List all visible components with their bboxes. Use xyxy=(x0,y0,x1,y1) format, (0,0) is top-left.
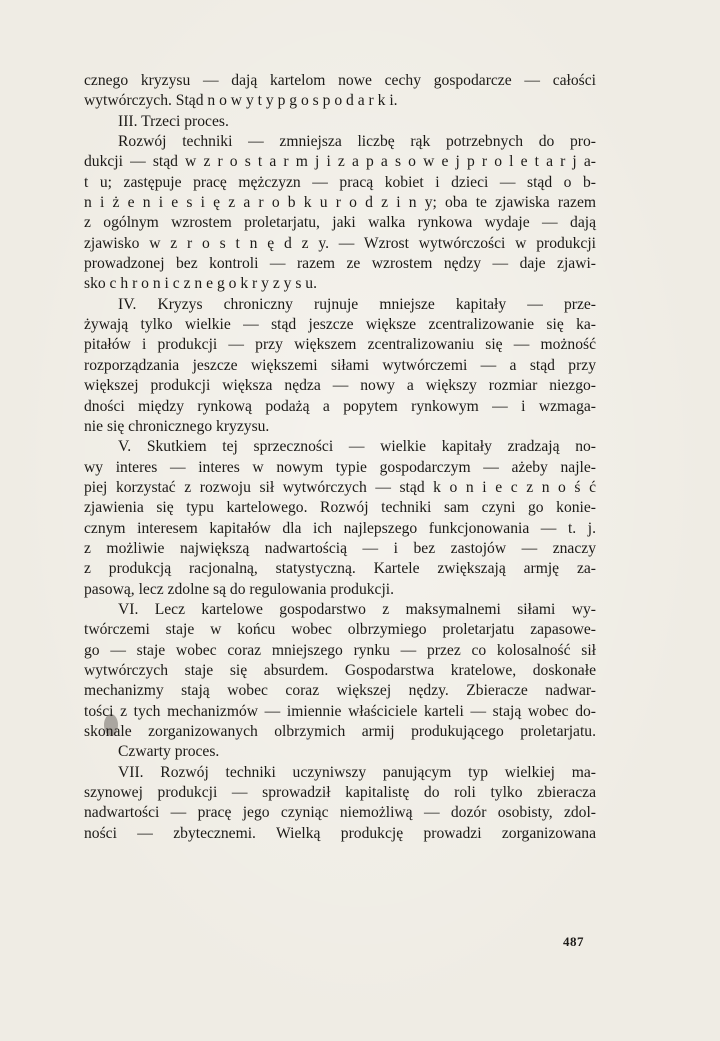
text-line: pitałów i produkcji — przy większem zcentralizowaniu się — możność xyxy=(84,336,596,354)
text-line: z produkcją racjonalną, statystyczną. Kartele zwiększają armję za- xyxy=(84,560,596,578)
text-line: V. Skutkiem tej sprzeczności — wielkie kapitały zradzają no- xyxy=(118,438,596,456)
text-line: Czwarty proces. xyxy=(118,743,220,761)
text-line: ności — zbytecznemi. Wielką produkcję prowadzi zorganizowana xyxy=(84,824,596,842)
text-line: III. Trzeci proces. xyxy=(118,112,229,130)
text-line: prowadzonej bez kontroli — razem ze wzrostem nędzy — daje zjawi- xyxy=(84,255,596,273)
text-line: wy interes — interes w nowym typie gospodarczym — ażeby najle- xyxy=(84,458,596,476)
text-line: piej korzystać z rozwoju sił wytwórczych — stąd k o n i e c z n o ś ć xyxy=(84,478,596,496)
text-line: dności między rynkową podażą a popytem rynkowym — i wzmaga- xyxy=(84,397,596,415)
text-line: sko c h r o n i c z n e g o k r y z y s u. xyxy=(84,275,317,293)
text-line: wytwórczych staje się absurdem. Gospodarstwa kratelowe, doskonałe xyxy=(84,661,596,679)
text-line: VI. Lecz kartelowe gospodarstwo z maksymalnemi siłami wy- xyxy=(118,600,596,618)
text-line: n i ż e n i e s i ę z a r o b k u r o d z i n y; oba te zjawiska razem xyxy=(84,194,596,212)
text-line: cznego kryzysu — dają kartelom nowe cechy gospodarcze — całości xyxy=(84,72,596,89)
text-line: nie się chronicznego kryzysu. xyxy=(84,417,270,435)
text-line: z możliwie największą nadwartością — i bez zastojów — znaczy xyxy=(84,539,596,557)
text-line: tości z tych mechanizmów — imiennie właściciele karteli — stają wobec do- xyxy=(84,702,596,720)
body-text xyxy=(84,71,596,844)
text-line: Rozwój techniki — zmniejsza liczbę rąk potrzebnych do pro- xyxy=(118,133,596,151)
text-line: cznym interesem kapitałów dla ich najlepszego funkcjonowania — t. j. xyxy=(84,519,596,537)
page-number: 487 xyxy=(563,934,584,949)
text-line: żywają tylko wielkie — stąd jeszcze większe zcentralizowanie się ka- xyxy=(84,316,596,334)
text-line: t u; zastępuje pracę mężczyzn — pracą kobiet i dzieci — stąd o b- xyxy=(84,173,596,191)
text-line: go — staje wobec coraz mniejszego rynku — przez co kolosalność sił xyxy=(84,641,596,659)
text-line: większej produkcji większa nędza — nowy a większy rozmiar niezgo- xyxy=(84,377,596,395)
text-line: VII. Rozwój techniki uczyniwszy panującym typ wielkiej ma- xyxy=(118,763,596,781)
text-line: zjawisko w z r o s t n ę d z y. — Wzrost wytwórczości w produkcji xyxy=(84,234,596,252)
text-line: nadwartości — pracę jego czyniąc niemożliwą — dozór osobisty, zdol- xyxy=(84,804,596,822)
text-line: pasową, lecz zdolne są do regulowania produkcji. xyxy=(84,580,395,598)
text-line: skonale zorganizowanych olbrzymich armij produkującego proletarjatu. xyxy=(84,723,596,740)
text-line: z ogólnym wzrostem proletarjatu, jaki walka rynkowa wydaje — dają xyxy=(84,214,596,232)
text-line: zjawienia się typu kartelowego. Rozwój techniki sam czyni go konie- xyxy=(84,499,596,517)
ink-smudge xyxy=(104,714,118,736)
text-line: rozporządzania jeszcze większemi siłami wytwórczemi — a stąd przy xyxy=(84,356,596,374)
text-line: dukcji — stąd w z r o s t a r m j i z a p a s o w e j p r o l e t a r j a- xyxy=(84,153,596,171)
text-line: wytwórczych. Stąd n o w y t y p g o s p o d a r k i. xyxy=(84,92,398,110)
text-line: mechanizmy stają wobec coraz większej nędzy. Zbieracze nadwar- xyxy=(84,682,596,700)
text-line: IV. Kryzys chroniczny rujnuje mniejsze kapitały — prze- xyxy=(118,295,596,313)
text-line: twórczemi staje w końcu wobec olbrzymiego proletarjatu zapasowe- xyxy=(84,621,596,639)
text-line: szynowej produkcji — sprowadził kapitalistę do roli tylko zbieracza xyxy=(84,784,596,802)
